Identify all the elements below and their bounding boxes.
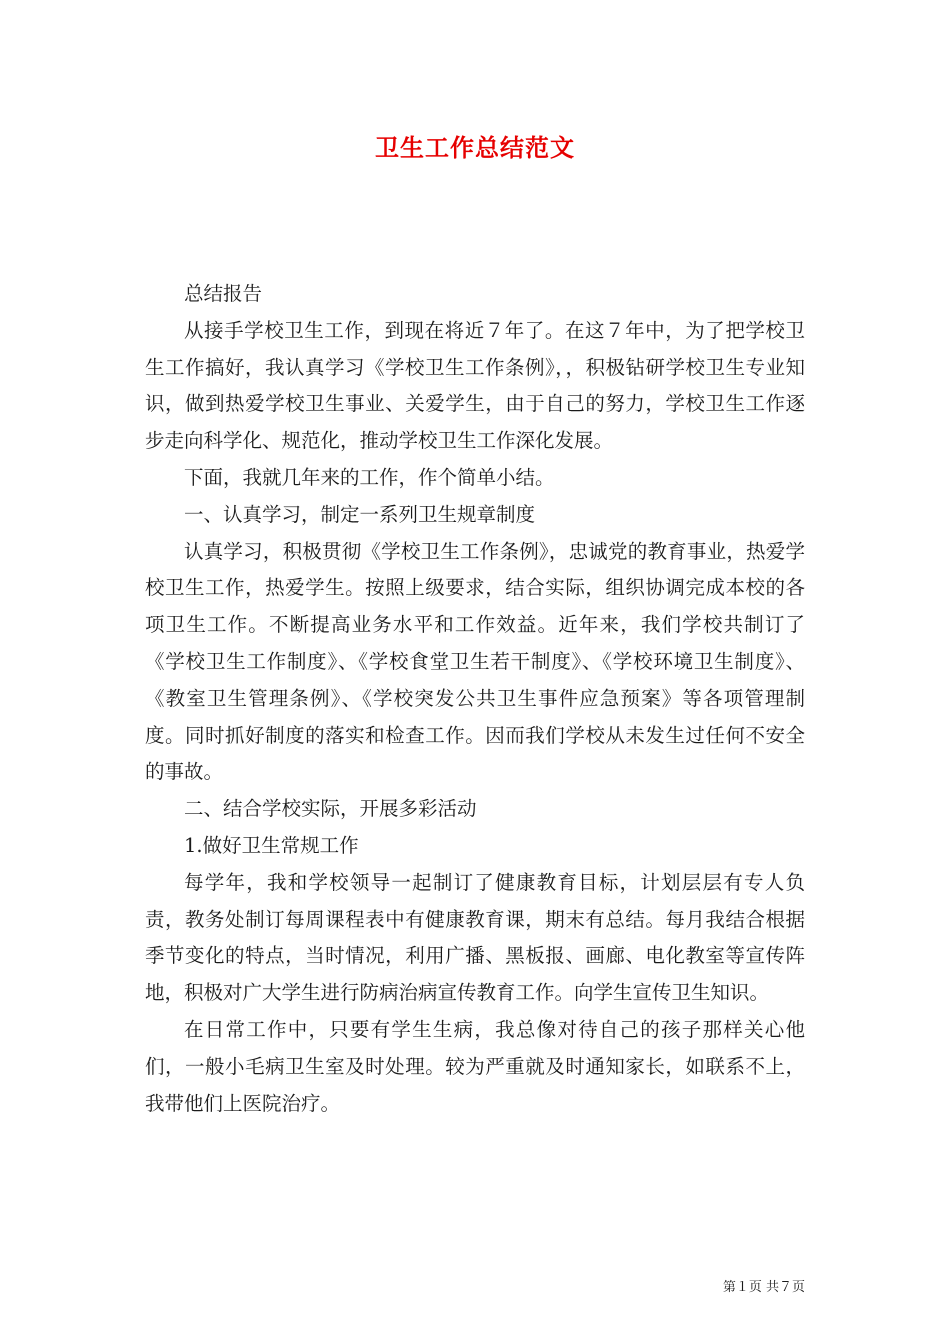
page-number: 第１页 共７页	[722, 1280, 805, 1295]
document-title: 卫生工作总结范文	[375, 133, 575, 162]
paragraph-subsection-1: 每学年，我和学校领导一起制订了健康教育目标，计划层层有专人负责，教务处制订每周课程表中有健康教育课，期末有总结。每月我结合根据季节变化的特点，当时情况，利用广播、黑板报、画廊、电化教室等宣传阵地，积极对广大学生进行防病治病宣传教育工作。向学生宣传卫生知识。	[145, 870, 805, 1005]
subsection-heading-1: 1.做好卫生常规工作	[184, 833, 359, 857]
paragraph-summary-label: 总结报告	[184, 282, 263, 305]
paragraph-section-1: 认真学习，积极贯彻《学校卫生工作条例》，忠诚党的教育事业，热爱学校卫生工作，热爱学生。按照上级要求，结合实际，组织协调完成本校的各项卫生工作。不断提高业务水平和工作效益。近年来，我们学校共制订了《学校卫生工作制度》、《学校食堂卫生若干制度》、《学校环境卫生制度》、《教室卫生管理条例》、《学校突发公共卫生事件应急预案》等各项管理制度。同时抓好制度的落实和检查工作。因而我们学校从未发生过任何不安全的事故。	[145, 539, 805, 784]
section-heading-2: 二、结合学校实际，开展多彩活动	[184, 797, 477, 821]
paragraph-intro: 从接手学校卫生工作，到现在将近７年了。在这７年中，为了把学校卫生工作搞好，我认真学习《学校卫生工作条例》，，积极钻研学校卫生专业知识，做到热爱学校卫生事业、关爱学生，由于自己的努力，学校卫生工作逐步走向科学化、规范化，推动学校卫生工作深化发展。	[145, 318, 805, 453]
document-body	[145, 276, 805, 1122]
section-heading-1: 一、认真学习，制定一系列卫生规章制度	[184, 502, 536, 526]
paragraph-overview: 下面，我就几年来的工作，作个简单小结。	[184, 465, 555, 489]
paragraph-daily-work: 在日常工作中，只要有学生生病，我总像对待自己的孩子那样关心他们，一般小毛病卫生室及时处理。较为严重就及时通知家长，如联系不上，我带他们上医院治疗。	[145, 1017, 805, 1115]
